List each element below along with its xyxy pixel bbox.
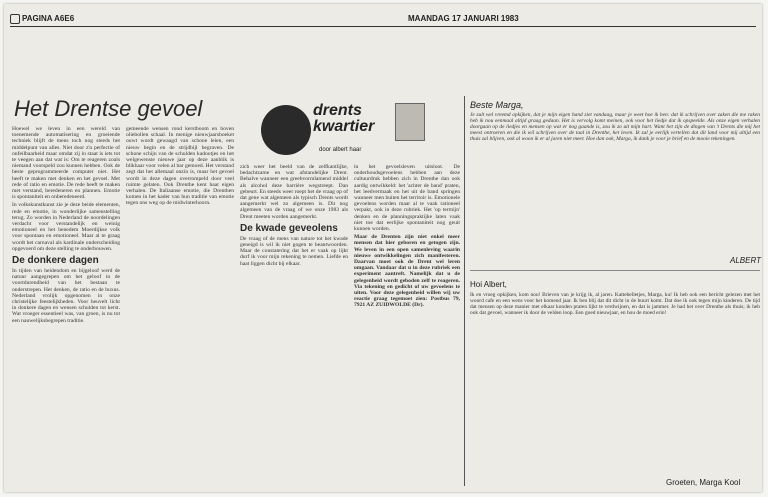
article-title: Het Drentse gevoel xyxy=(14,96,203,121)
logo-word-2: kwartier xyxy=(313,118,375,135)
letter-1-body: Je zult wel vreemd opkijken, dat je mijn eigen hand ziet vandaag, maar je weet hoe ik ben: dat ik schrijven over zaken die me raken heb ik nou eenmaal altijd graag gedaan. Het is vervolg komt meinen, ook voor het liedje dat ik opspeelde. Als onze eigen verhalen doorgaan op de liedjes en mensen op wat er nog gaande is, zou ik zo uit mijn hart. Want het zijn de dingen van 't Drents die mij het meest ontroeren en die ik wil schrijven over de taal in Drenthe, het leven. Ik zal je eerlijk vertellen dat dit land voor mij altijd een thuis zal blijven, ook al woon ik er al jaren niet meer. Hoe dan ook, Marga, ik dank je voor je brief en de mooie tekeningen. xyxy=(470,112,760,142)
logo-circle-icon xyxy=(261,105,311,155)
newspaper-page xyxy=(4,4,762,492)
page-header xyxy=(10,12,756,24)
col4-paragraph-2: Maar de Drenten zijn niet enkel meer mensen dat hier geboren en getogen zijn. We leven in een open samenleving waarin nieuwe ontwikkelingen zich manifesteren. Daarvan moet ook de Drent wel leren omgaan. Vandaar dat u in deze rubriek een experiment aantreft. Namelijk dat u de gelegenheid wordt geboden zelf te reageren. Via tekening en gedicht of uw gevoelens te uiten. Voor deze gelegenheid willen wij uw reactie graag tegemoet zien: Postbus 79, 7921 AZ ZUIDWOLDE (Dr). xyxy=(354,234,460,309)
letter-1-greeting: Beste Marga, xyxy=(470,100,524,110)
col3-paragraph-1: zich weer het beeld van de zelfkantlijke, bedachtzame en wat afstandelijke Drent. Behalve wanneer een greebvormlamend middel als alcohol deze barrière wegstreept. Dan gebeurt. En steeds weer roept het de vraag op of dat gene wat algemeen als typisch Drents wordt aangemerkt wel zo algemeen is. Dit nog algemeen van de vraag of we onze 1983 als Drent meeten worden aangemerkt. xyxy=(240,164,348,220)
letter-1-signature: ALBERT xyxy=(730,256,761,265)
article-column-4 xyxy=(354,164,460,488)
letter-2-signature: Groeten, Marga Kool xyxy=(666,478,741,487)
letter-2-greeting: Hoi Albert, xyxy=(470,280,507,289)
col2-paragraph: gemeende wensen rond kerstboom en boven oliebollen schaal. In menige nieuwjaarsboeket ouwt wordt gewaagd van schone leien, een nieuw begin en de strijdbijl begraven. De schone schijn van de schulden kadootjes en het welgewenste nieuwe jaar op deze aanblik is blikhaar voor velen al bar gemoed. Het verstand zegt dat het allemaal onzin is, maar het gevoel wordt in deze dagen overrompeld door veel ruimte gelaten. Ook Drenthe kent haar eigen verhalen. De Italiaanse emotie, die Drenthen komen in het kader van hun traditie van emotie tegen ons weg op de midwinterhoorn. xyxy=(126,126,234,207)
article-column-2 xyxy=(126,126,234,488)
subhead-donkere-dagen: De donkere dagen xyxy=(12,255,99,267)
page-number: PAGINA A6E6 xyxy=(22,14,75,23)
publication-date: MAANDAG 17 JANUARI 1983 xyxy=(408,14,519,23)
article-column-3 xyxy=(240,164,348,488)
subhead-kwade-gevoelens: De kwade geveolens xyxy=(240,222,338,234)
logo-word-1: drents xyxy=(313,102,362,119)
article-column-1 xyxy=(12,126,120,488)
col1-paragraph-2: In volkskunstkunst zie je deze beide elementen, rede en emotie, in wonderlijke samenstelling terug. Zo worden in Nederland de noordelingen verdacht voor verstandelijk en weinig emotioneel en het benedem Moerdijkse volk voor spontaan en emotioneel. Maar al te graag wordt het carnaval als kardinale onderscheiding opgevoerd om deze stelling te onderbouwen. xyxy=(12,202,120,252)
col3-paragraph-2: De vraag of de mens van nature tot het kwade geneigd is wil ik niet gogen te beantwoorden. Maar de constatering dat het er vaak op lijkt durf ik voor mijn rekening te nemen. Liefde en haat liggen dicht bij elkaar. xyxy=(240,235,348,267)
col1-paragraph-3: In tijden van heidendom en bijgeloof werd de natuur aangegrepen om het geloof in de voortdurendheid van het bestaan te onderstrepen. Het denken, de ratio en de buxus. Nederland vrolijk opgenomen in onze christelijke feestelijkheden. Voor heuvelt licht in donkere dagen en wensen schulden tot kerst. Wat vroeger essentieel was, van groen, is nu tot een nauwelijksbegrepen traditie. xyxy=(12,268,120,324)
logo-byline: door albert haar xyxy=(319,147,362,153)
column-logo xyxy=(247,99,427,159)
column-divider xyxy=(464,96,465,486)
col4-paragraph-1: in het gevoelsleven uitsloot. De onderhoudsgevoelens hebben aan deze cultuurdruk hebben zich in Drenthe dan ook aardig ontwikkeld: het 'achter de band' praten, het leedvermaak en het uit de band springen wanneer men buiten het territoir is. Emotionele gevoelens worden maar al te vaak rationeel verpakt, ook in deze rubriek. Het 'op termijn' denken en de planningspraktijke laten vaak niet toe dat eerlijke spontaniteit nog geuit kunnen worden. xyxy=(354,164,460,233)
header-rule xyxy=(10,26,756,27)
col1-paragraph-1: Hoewel we leven in een wereld van toenemende automatisering en groeiende techniek blijft de mens toch nog steeds het middelpunt van alles. Niet door z'n perfectie of onfeilbaarheid maar omdat zij in staat is iets tot te veegen aan dat wat is: Om te reageren zoals niemand voorspeld zou kunnen hebben. Ook de beste geprogrammeerde computer niet. Het heeft te maken met denken en het gevoel. Met rede of ratio en emotie. De rede heeft te maken met verstand, beredeneren en plannen. Emotie is spontaniteit en onberedeneerd. xyxy=(12,126,120,201)
letter-2-body: Ik en vroeg opkijken, kom nou! Brieven van je krijg ik, al jaren. Kattebelletjes, Marga, ku! Ik heb ook een bericht gelezen met het woord cafe en een wens voor het komend jaar. Ik ben blij dat dit dicht in de buurt komt. Dat doe ik ook tegen mijn kinderen. De tijd dat mensen op deze manier met elkaar konden praten lijkt te verdwijnen, en dat is jammer. Je had het over Drenthe als thuis; ik heb ook dat gevoel, wanneer ik door de velden loop. Een goed nieuwjaar, en hou de moed erin! xyxy=(470,292,760,316)
page-icon xyxy=(10,14,20,24)
author-portrait xyxy=(395,103,425,141)
letters-divider xyxy=(470,270,760,271)
